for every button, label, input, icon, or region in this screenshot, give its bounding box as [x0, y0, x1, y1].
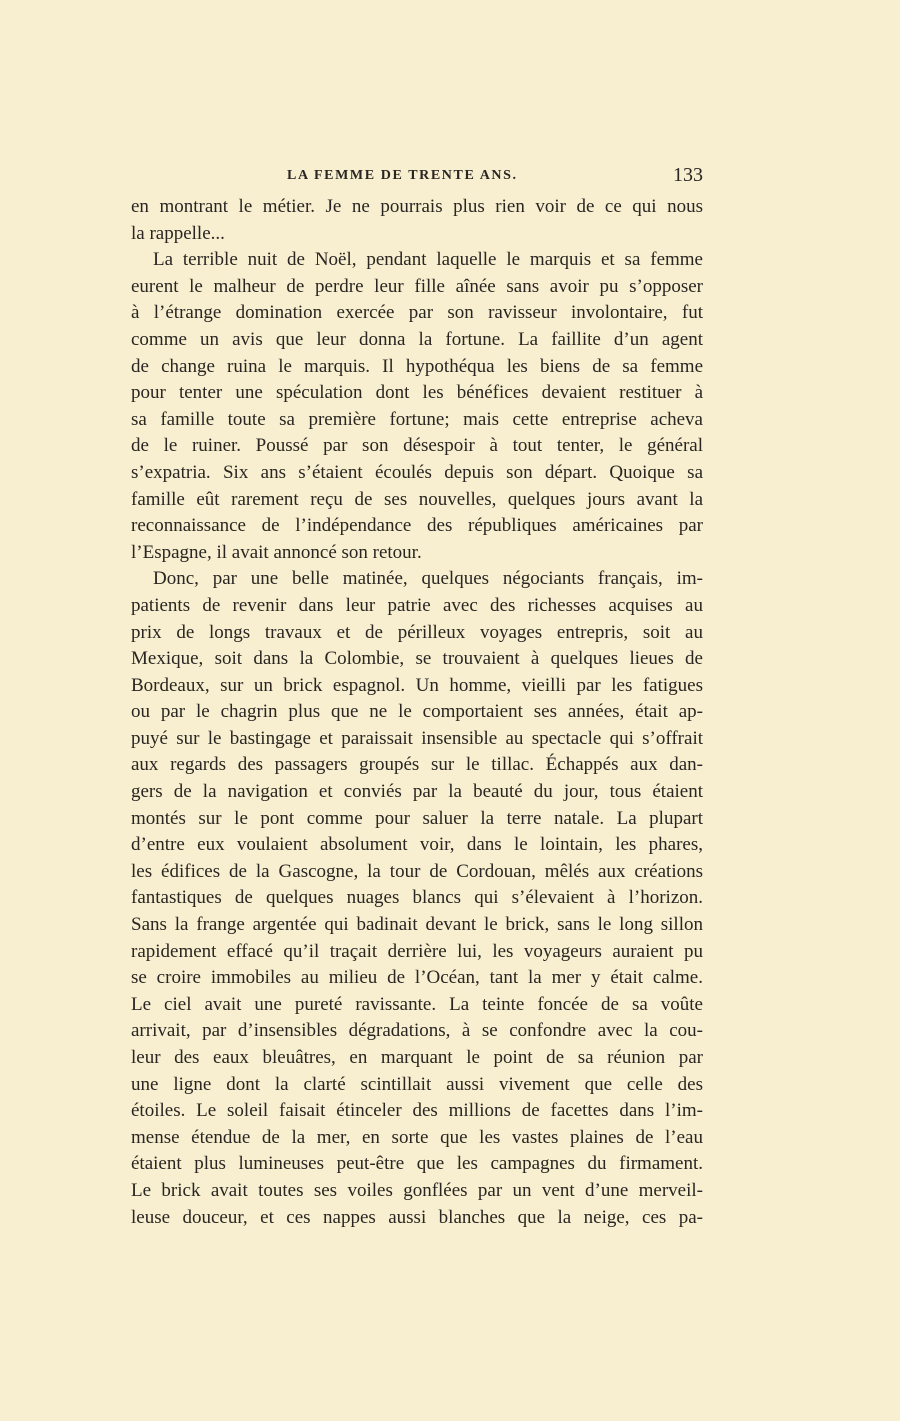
- text-line: La terrible nuit de Noël, pendant laquelle le marquis et sa femme: [153, 249, 703, 271]
- text-line: de le ruiner. Poussé par son désespoir à tout tenter, le général: [131, 435, 703, 457]
- text-line: reconnaissance de l’indépendance des républiques américaines par: [131, 515, 703, 537]
- text-line: Le brick avait toutes ses voiles gonflées par un vent d’une merveil-: [131, 1179, 703, 1201]
- running-header: [131, 164, 703, 190]
- text-line: Bordeaux, sur un brick espagnol. Un homme, vieilli par les fatigues: [131, 674, 703, 696]
- text-line: Sans la frange argentée qui badinait devant le brick, sans le long sillon: [131, 914, 703, 936]
- text-line: étaient plus lumineuses peut-être que les campagnes du firmament.: [131, 1153, 703, 1175]
- text-line: puyé sur le bastingage et paraissait insensible au spectacle qui s’offrait: [131, 727, 703, 749]
- text-line: montés sur le pont comme pour saluer la terre natale. La plupart: [131, 807, 703, 829]
- text-line: aux regards des passagers groupés sur le tillac. Échappés aux dan-: [131, 754, 703, 776]
- text-line: eurent le malheur de perdre leur fille aînée sans avoir pu s’opposer: [131, 275, 703, 297]
- text-line: gers de la navigation et conviés par la beauté du jour, tous étaient: [131, 781, 703, 803]
- text-line: arrivait, par d’insensibles dégradations, à se confondre avec la cou-: [131, 1020, 703, 1042]
- text-line: l’Espagne, il avait annoncé son retour.: [131, 541, 422, 563]
- text-line: Le ciel avait une pureté ravissante. La teinte foncée de sa voûte: [131, 993, 703, 1015]
- text-line: de change ruina le marquis. Il hypothéqua les biens de sa femme: [131, 355, 703, 377]
- running-title: LA FEMME DE TRENTE ANS.: [287, 168, 518, 183]
- text-line: patients de revenir dans leur patrie avec des richesses acquises au: [131, 594, 703, 616]
- text-line: comme un avis que leur donna la fortune. La faillite d’un agent: [131, 328, 703, 350]
- text-line: se croire immobiles au milieu de l’Océan, tant la mer y était calme.: [131, 967, 703, 989]
- text-line: à l’étrange domination exercée par son ravisseur involontaire, fut: [131, 302, 703, 324]
- text-line: leuse douceur, et ces nappes aussi blanches que la neige, ces pa-: [131, 1206, 703, 1228]
- text-line: pour tenter une spéculation dont les bénéfices devaient restituer à: [131, 382, 703, 404]
- text-line: une ligne dont la clarté scintillait aussi vivement que celle des: [131, 1073, 703, 1095]
- text-line: Mexique, soit dans la Colombie, se trouvaient à quelques lieues de: [131, 648, 703, 670]
- page-body-text: [131, 194, 703, 1231]
- text-line: ou par le chagrin plus que ne le comportaient ses années, était ap-: [131, 701, 703, 723]
- text-line: d’entre eux voulaient absolument voir, dans le lointain, les phares,: [131, 834, 703, 856]
- text-line: rapidement effacé qu’il traçait derrière lui, les voyageurs auraient pu: [131, 940, 703, 962]
- text-line: leur des eaux bleuâtres, en marquant le point de sa réunion par: [131, 1047, 703, 1068]
- text-line: mense étendue de la mer, en sorte que les vastes plaines de l’eau: [131, 1126, 703, 1148]
- text-line: étoiles. Le soleil faisait étinceler des millions de facettes dans l’im-: [131, 1100, 703, 1122]
- text-line: sa famille toute sa première fortune; mais cette entreprise acheva: [131, 408, 703, 430]
- text-line: la rappelle...: [131, 222, 225, 244]
- text-line: famille eût rarement reçu de ses nouvelles, quelques jours avant la: [131, 488, 703, 510]
- text-line: Donc, par une belle matinée, quelques négociants français, im-: [153, 568, 703, 590]
- text-line: prix de longs travaux et de périlleux voyages entrepris, soit au: [131, 621, 703, 643]
- text-line: les édifices de la Gascogne, la tour de Cordouan, mêlés aux créations: [131, 860, 703, 882]
- text-line: fantastiques de quelques nuages blancs qui s’élevaient à l’horizon.: [131, 887, 703, 909]
- text-line: en montrant le métier. Je ne pourrais plus rien voir de ce qui nous: [131, 196, 703, 217]
- text-line: s’expatria. Six ans s’étaient écoulés depuis son départ. Quoique sa: [131, 461, 703, 483]
- page-number: 133: [673, 164, 703, 186]
